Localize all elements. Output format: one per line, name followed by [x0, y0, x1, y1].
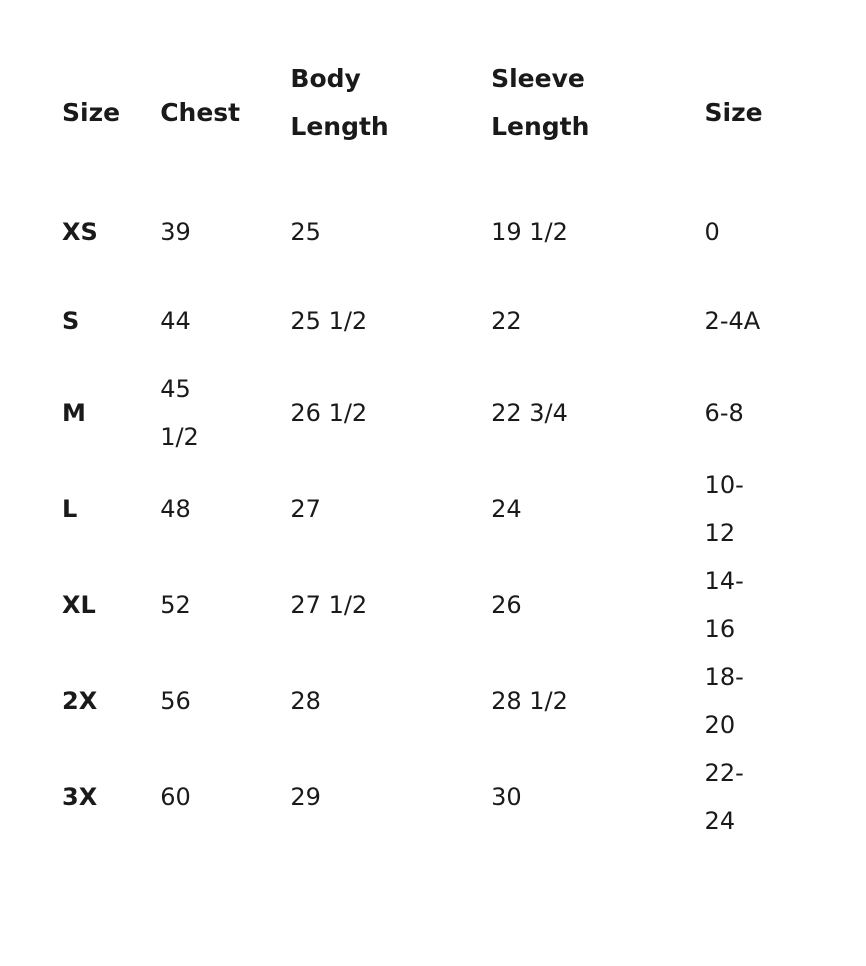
cell-numeric-size-line-1: 0: [704, 217, 720, 246]
column-header-sleeve-length-line-2: Length: [491, 112, 590, 141]
cell-body-length: [290, 557, 491, 653]
cell-chest: [160, 187, 290, 276]
cell-numeric-size-line-2: 20: [704, 711, 736, 739]
cell-numeric-size-line-2: 24: [704, 807, 736, 835]
cell-body-length-line-1: 28: [290, 687, 321, 715]
cell-chest-line-1: 48: [160, 495, 191, 523]
cell-body-length-line-1: 27: [290, 495, 321, 523]
table-row: [62, 365, 822, 461]
column-header-sleeve-length: [491, 38, 704, 187]
cell-sleeve-length-line-1: 22 3/4: [491, 399, 568, 427]
cell-size: XL: [62, 591, 96, 619]
column-header-body-length: [290, 38, 491, 187]
cell-chest-line-1: 60: [160, 783, 191, 811]
cell-sleeve-length-line-1: 24: [491, 495, 522, 523]
column-header-numeric-size: [705, 38, 822, 187]
cell-sleeve-length: [491, 557, 704, 653]
cell-sleeve-length: [491, 276, 704, 365]
cell-body-length-line-1: 25: [290, 217, 321, 246]
cell-size: M: [62, 399, 86, 427]
cell-body-length-line-1: 27 1/2: [290, 591, 368, 619]
size-chart-table: [62, 38, 822, 845]
cell-numeric-size: [705, 187, 822, 276]
cell-numeric-size-line-1: 22-: [704, 759, 744, 787]
table-row: [62, 461, 822, 557]
table-row: [62, 187, 822, 276]
column-header-size-line-1: Size: [62, 97, 121, 127]
column-header-chest: [160, 38, 290, 187]
cell-size: S: [62, 306, 80, 335]
column-header-body-length-line-2: Length: [290, 112, 389, 141]
cell-size: XS: [62, 217, 98, 246]
table-row: [62, 557, 822, 653]
cell-body-length: [290, 276, 491, 365]
cell-chest-line-1: 52: [160, 591, 191, 619]
cell-sleeve-length: [491, 365, 704, 461]
cell-numeric-size: [705, 557, 822, 653]
cell-chest-line-1: 39: [160, 217, 191, 246]
cell-chest: [160, 461, 290, 557]
column-header-size: [62, 38, 160, 187]
column-header-body-length-line-1: Body: [290, 64, 361, 93]
cell-body-length: [290, 461, 491, 557]
cell-numeric-size-line-2: 16: [704, 615, 736, 643]
cell-chest-line-2: 1/2: [160, 423, 199, 451]
cell-numeric-size-line-1: 6-8: [704, 399, 744, 427]
cell-chest: [160, 276, 290, 365]
cell-chest: [160, 653, 290, 749]
cell-sleeve-length-line-1: 19 1/2: [491, 217, 568, 246]
cell-chest-line-1: 44: [160, 306, 191, 335]
cell-numeric-size: [705, 276, 822, 365]
cell-sleeve-length-line-1: 28 1/2: [491, 687, 568, 715]
cell-body-length: [290, 187, 491, 276]
cell-body-length: [290, 365, 491, 461]
cell-numeric-size: [705, 749, 822, 845]
cell-sleeve-length: [491, 461, 704, 557]
cell-chest: [160, 365, 290, 461]
cell-numeric-size-line-1: 18-: [704, 663, 744, 691]
column-header-sleeve-length-line-1: Sleeve: [491, 64, 585, 93]
cell-body-length: [290, 653, 491, 749]
cell-numeric-size: [705, 653, 822, 749]
cell-size: L: [62, 495, 78, 523]
cell-numeric-size-line-1: 2-4A: [704, 306, 761, 335]
table-header: [62, 38, 822, 187]
column-header-chest-line-1: Chest: [160, 97, 241, 127]
cell-numeric-size-line-2: 12: [704, 519, 736, 547]
cell-body-length: [290, 749, 491, 845]
cell-chest-line-1: 45: [160, 375, 191, 403]
column-header-numeric-size-line-1: Size: [704, 97, 763, 127]
cell-size: 3X: [62, 783, 98, 811]
cell-numeric-size: [705, 461, 822, 557]
cell-sleeve-length: [491, 653, 704, 749]
table-row: [62, 749, 822, 845]
cell-sleeve-length: [491, 749, 704, 845]
cell-body-length-line-1: 26 1/2: [290, 399, 368, 427]
cell-chest: [160, 557, 290, 653]
cell-body-length-line-1: 29: [290, 783, 321, 811]
cell-sleeve-length-line-1: 30: [491, 783, 522, 811]
cell-size: 2X: [62, 687, 98, 715]
cell-chest-line-1: 56: [160, 687, 191, 715]
cell-numeric-size-line-1: 10-: [704, 471, 744, 499]
cell-body-length-line-1: 25 1/2: [290, 306, 368, 335]
cell-sleeve-length: [491, 187, 704, 276]
table-header-row: [62, 38, 822, 187]
cell-sleeve-length-line-1: 22: [491, 306, 522, 335]
cell-chest: [160, 749, 290, 845]
cell-numeric-size: [705, 365, 822, 461]
table-row: [62, 653, 822, 749]
table-body: [62, 187, 822, 845]
cell-sleeve-length-line-1: 26: [491, 591, 522, 619]
cell-numeric-size-line-1: 14-: [704, 567, 744, 595]
table-row: [62, 276, 822, 365]
